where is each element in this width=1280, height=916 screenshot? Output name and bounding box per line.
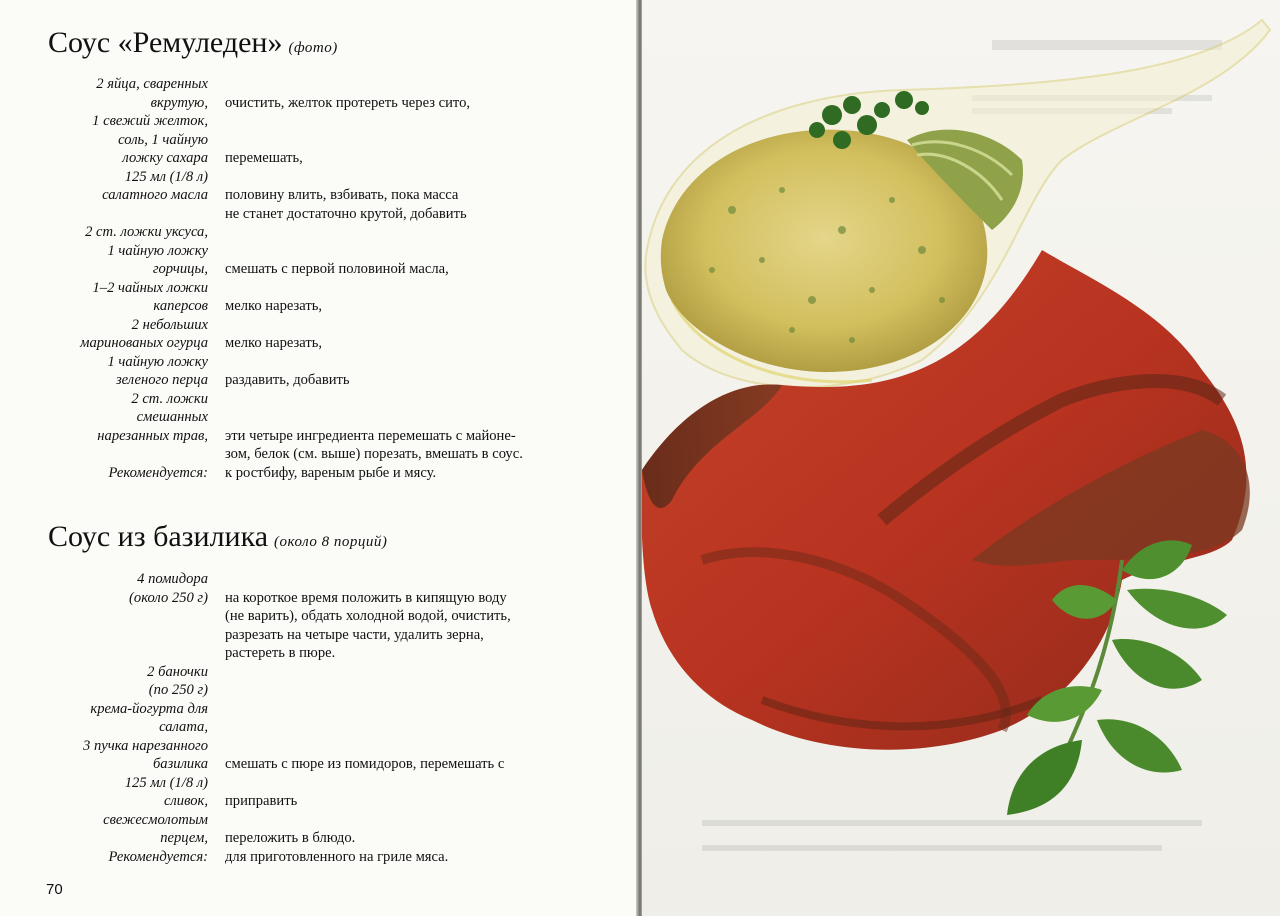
ingredient-text: 1–2 чайных ложки: [92, 279, 208, 296]
instruction-text: зом, белок (см. выше) порезать, вмешать в соус.: [225, 446, 523, 462]
recipe-row: [40, 334, 600, 353]
instruction-text: [225, 408, 585, 427]
instruction-text: смешать с пюре из помидоров, перемешать с: [225, 756, 505, 772]
recipe-title-text: Соус «Ремуледен»: [48, 26, 283, 59]
recipe-row: [40, 279, 600, 298]
ingredient-text: салатного масла: [102, 187, 208, 203]
ingredient-text: Рекомендуется:: [108, 464, 208, 481]
recipe-row: [40, 681, 600, 700]
instruction-text: к ростбифу, вареным рыбе и мясу.: [225, 464, 437, 481]
instruction-text: [225, 112, 585, 131]
recipe-row: [40, 755, 600, 774]
ingredient-text: горчицы,: [152, 261, 208, 277]
ingredient-text: [40, 445, 225, 464]
recipe-row: [40, 353, 600, 372]
ingredient-text: 1 свежий желток,: [92, 113, 208, 129]
instruction-text: (не варить), обдать холодной водой, очистить,: [225, 608, 511, 624]
instruction-text: приправить: [225, 793, 298, 809]
instruction-text: [225, 811, 585, 830]
recipe-body-basil: [40, 570, 600, 866]
ingredient-text: [40, 644, 225, 663]
recipe-row: [40, 644, 600, 663]
ingredient-text: 2 небольших: [131, 316, 208, 333]
ingredient-text: (около 250 г): [129, 589, 208, 606]
recipe-row: [40, 205, 600, 224]
instruction-text: [225, 353, 585, 372]
instruction-text: не станет достаточно крутой, добавить: [225, 205, 467, 222]
instruction-text: [225, 279, 585, 298]
instruction-text: на короткое время положить в кипящую воду: [225, 589, 507, 606]
page-number: 70: [46, 881, 63, 898]
ingredient-text: 1 чайную ложку: [107, 242, 208, 259]
recipe-row: [40, 700, 600, 719]
recipe-row: [40, 112, 600, 131]
instruction-text: [225, 242, 585, 261]
ingredient-text: маринованых огурца: [80, 335, 208, 351]
ingredient-text: 1 чайную ложку: [107, 353, 208, 370]
instruction-text: разрезать на четыре части, удалить зерна,: [225, 626, 484, 643]
left-page: [0, 0, 638, 916]
recipe-row: [40, 570, 600, 589]
ingredient-text: 3 пучка нарезанного: [83, 737, 208, 754]
recipe-row: [40, 168, 600, 187]
instruction-text: [225, 75, 585, 94]
recipe-title-remoulade: [48, 26, 338, 60]
recipe-row: [40, 811, 600, 830]
ingredient-text: свежесмолотым: [103, 811, 208, 828]
food-photo: [642, 0, 1280, 916]
ingredient-text: сливок,: [163, 793, 208, 809]
instruction-text: половину влить, взбивать, пока масса: [225, 187, 459, 203]
recipe-row: [40, 131, 600, 150]
right-page-photo: [642, 0, 1280, 916]
recipe-title-basil: [48, 520, 387, 554]
recipe-row: [40, 408, 600, 427]
instruction-text: [225, 131, 585, 150]
ingredient-text: [40, 626, 225, 645]
recipe-row: [40, 186, 600, 205]
ingredient-text: нарезанных трав,: [97, 427, 208, 444]
recipe-row: [40, 242, 600, 261]
instruction-text: очистить, желток протереть через сито,: [225, 94, 471, 111]
instruction-text: раздавить, добавить: [225, 372, 350, 388]
instruction-text: эти четыре ингредиента перемешать с майоне-: [225, 427, 516, 444]
ingredient-text: 2 ст. ложки: [131, 390, 208, 407]
instruction-text: [225, 774, 585, 793]
recipe-row: [40, 607, 600, 626]
instruction-text: мелко нарезать,: [225, 298, 323, 314]
instruction-text: [225, 390, 585, 409]
recipe-row: [40, 149, 600, 168]
ingredient-text: 125 мл (1/8 л): [124, 168, 208, 185]
ingredient-text: [40, 607, 225, 626]
ingredient-text: 125 мл (1/8 л): [124, 774, 208, 791]
recipe-row: [40, 297, 600, 316]
ingredient-text: 2 ст. ложки уксуса,: [85, 224, 208, 240]
instruction-text: [225, 316, 585, 335]
recipe-row: [40, 589, 600, 608]
recipe-row: [40, 316, 600, 335]
recipe-row: [40, 848, 600, 867]
instruction-text: перемешать,: [225, 150, 303, 166]
ingredient-text: смешанных: [136, 409, 208, 425]
recipe-note: (около 8 порций): [274, 534, 388, 550]
recipe-row: [40, 260, 600, 279]
ingredient-text: 2 яйца, сваренных: [96, 76, 208, 92]
recipe-row: [40, 774, 600, 793]
recipe-row: [40, 792, 600, 811]
recipe-row: [40, 829, 600, 848]
recipe-row: [40, 663, 600, 682]
ingredient-text: базилика: [152, 756, 208, 772]
ingredient-text: (по 250 г): [148, 682, 208, 698]
recipe-row: [40, 464, 600, 483]
ingredient-text: вкрутую,: [150, 94, 208, 111]
ingredient-text: соль, 1 чайную: [118, 131, 208, 148]
instruction-text: [225, 737, 585, 756]
recipe-row: [40, 223, 600, 242]
ingredient-text: крема-йогурта для: [90, 700, 208, 717]
recipe-row: [40, 75, 600, 94]
recipe-body-remoulade: [40, 75, 600, 482]
instruction-text: для приготовленного на гриле мяса.: [225, 848, 449, 865]
ingredient-text: Рекомендуется:: [108, 848, 208, 865]
recipe-row: [40, 427, 600, 446]
recipe-row: [40, 445, 600, 464]
instruction-text: [225, 570, 585, 589]
recipe-title-text: Соус из базилика: [48, 520, 269, 553]
instruction-text: [225, 663, 585, 682]
instruction-text: [225, 700, 585, 719]
instruction-text: мелко нарезать,: [225, 335, 323, 351]
recipe-row: [40, 626, 600, 645]
instruction-text: [225, 223, 585, 242]
ingredient-text: 2 баночки: [147, 663, 208, 680]
recipe-note: (фото): [288, 40, 338, 56]
recipe-row: [40, 718, 600, 737]
instruction-text: переложить в блюдо.: [225, 830, 356, 846]
ingredient-text: зеленого перца: [115, 372, 208, 388]
ingredient-text: [40, 205, 225, 224]
ingredient-text: перцем,: [160, 830, 208, 846]
ingredient-text: 4 помидора: [137, 571, 208, 587]
ingredient-text: салата,: [159, 719, 208, 735]
ingredient-text: каперсов: [153, 298, 208, 314]
recipe-row: [40, 390, 600, 409]
recipe-row: [40, 371, 600, 390]
instruction-text: растереть в пюре.: [225, 645, 336, 661]
recipe-row: [40, 737, 600, 756]
ingredient-text: ложку сахара: [122, 150, 208, 166]
instruction-text: [225, 718, 585, 737]
instruction-text: смешать с первой половиной масла,: [225, 261, 449, 277]
instruction-text: [225, 681, 585, 700]
instruction-text: [225, 168, 585, 187]
recipe-row: [40, 94, 600, 113]
